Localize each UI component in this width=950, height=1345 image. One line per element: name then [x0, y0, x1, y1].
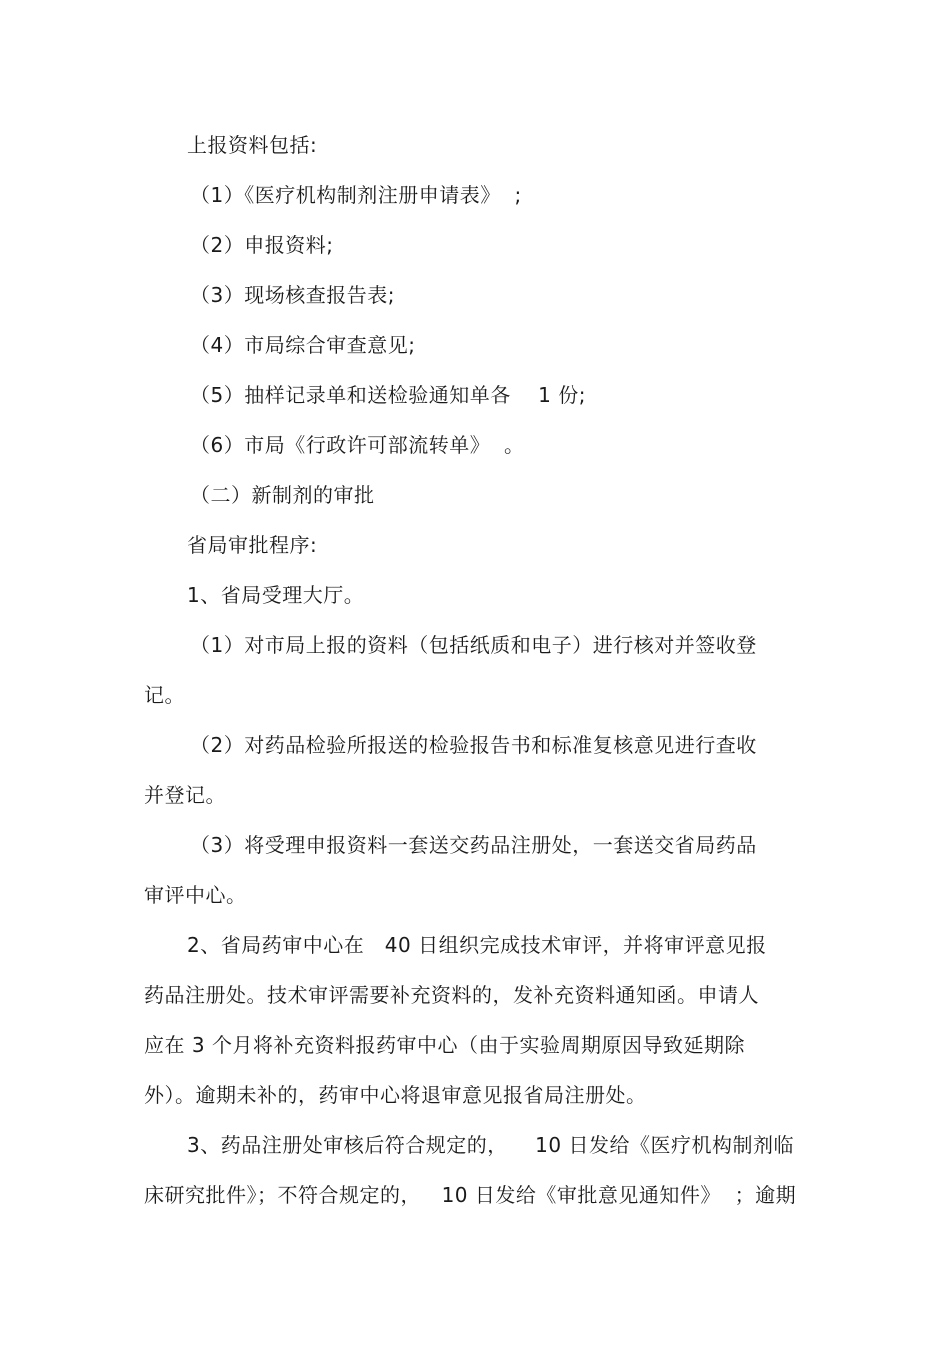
text-line: （5）抽样记录单和送检验通知单各 1 份;	[190, 383, 586, 407]
text-line: （1）《医疗机构制剂注册申请表》 ;	[190, 183, 522, 207]
text-line: 审评中心。	[144, 883, 247, 907]
text-line: 1、省局受理大厅。	[187, 583, 365, 607]
text-line: 应在 3 个月将补充资料报药审中心（由于实验周期原因导致延期除	[144, 1033, 745, 1057]
text-line: （4）市局综合审查意见;	[190, 333, 416, 357]
text-line: （2）对药品检验所报送的检验报告书和标准复核意见进行查收	[190, 733, 757, 757]
text-line: 并登记。	[144, 783, 226, 807]
text-line: 上报资料包括:	[187, 133, 318, 157]
text-line: （3）现场核查报告表;	[190, 283, 395, 307]
text-line: 药品注册处。技术审评需要补充资料的，发补充资料通知函。申请人	[144, 983, 759, 1007]
text-line: （2）申报资料;	[190, 233, 334, 257]
text-line: （6）市局《行政许可部流转单》 。	[190, 433, 525, 457]
text-line: 记。	[144, 683, 185, 707]
text-line: 床研究批件》；不符合规定的， 10 日发给《审批意见通知件》 ；逾期	[144, 1183, 797, 1207]
text-line: （3）将受理申报资料一套送交药品注册处，一套送交省局药品	[190, 833, 757, 857]
text-line: 3、药品注册处审核后符合规定的， 10 日发给《医疗机构制剂临	[187, 1133, 794, 1157]
text-line: 2、省局药审中心在 40 日组织完成技术审评，并将审评意见报	[187, 933, 767, 957]
text-line: （1）对市局上报的资料（包括纸质和电子）进行核对并签收登	[190, 633, 757, 657]
text-line: 省局审批程序:	[187, 533, 318, 557]
text-line: 外）。逾期未补的，药审中心将退审意见报省局注册处。	[144, 1083, 647, 1107]
section-heading: （二）新制剂的审批	[190, 483, 375, 507]
